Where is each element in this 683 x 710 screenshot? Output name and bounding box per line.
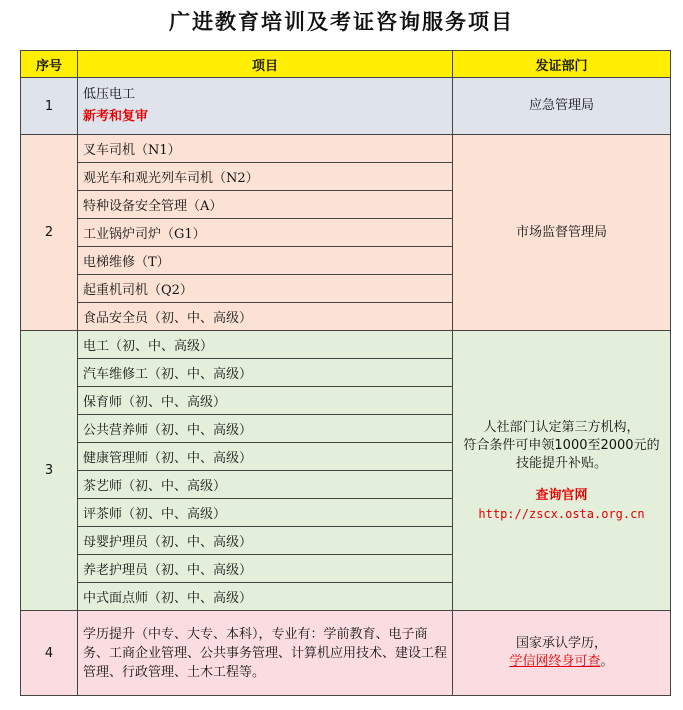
dept-cell: 市场监督管理局 bbox=[453, 135, 671, 331]
services-table bbox=[20, 50, 671, 696]
query-url-link[interactable]: http://zscx.osta.org.cn bbox=[478, 506, 645, 521]
item-cell: 公共营养师（初、中、高级） bbox=[78, 415, 453, 443]
item-cell: 汽车维修工（初、中、高级） bbox=[78, 359, 453, 387]
table-row bbox=[21, 331, 671, 359]
item-cell: 学历提升（中专、大专、本科），专业有：学前教育、电子商务、工商企业管理、公共事务管理、计算机应用技术、建设工程管理、行政管理、土木工程等。 bbox=[78, 611, 453, 696]
seq-cell: 4 bbox=[21, 611, 78, 696]
dept-line: 人社部门认定第三方机构， bbox=[483, 419, 640, 435]
page-title: 广进教育培训及考证咨询服务项目 bbox=[169, 10, 514, 34]
dept-cell bbox=[453, 611, 671, 696]
item-cell bbox=[78, 78, 453, 135]
item-cell: 养老护理员（初、中、高级） bbox=[78, 555, 453, 583]
table-row bbox=[21, 611, 671, 696]
dept-line: 符合条件可申领1000至2000元的 bbox=[463, 437, 660, 453]
item-cell: 保育师（初、中、高级） bbox=[78, 387, 453, 415]
item-cell: 评茶师（初、中、高级） bbox=[78, 499, 453, 527]
seq-cell: 2 bbox=[21, 135, 78, 331]
seq-cell: 3 bbox=[21, 331, 78, 611]
item-cell: 茶艺师（初、中、高级） bbox=[78, 471, 453, 499]
dept-end: 。 bbox=[600, 654, 614, 669]
header-seq: 序号 bbox=[21, 51, 78, 78]
dept-line: 技能提升补贴。 bbox=[515, 455, 607, 471]
table-row bbox=[21, 78, 671, 135]
item-cell: 起重机司机（Q2） bbox=[78, 275, 453, 303]
dept-cell bbox=[453, 331, 671, 611]
query-label: 查询官网 bbox=[535, 487, 588, 503]
item-cell: 食品安全员（初、中、高级） bbox=[78, 303, 453, 331]
dept-cell: 应急管理局 bbox=[453, 78, 671, 135]
item-cell: 母婴护理员（初、中、高级） bbox=[78, 527, 453, 555]
item-text: 低压电工 bbox=[83, 87, 136, 102]
xuexin-link[interactable]: 学信网终身可查 bbox=[509, 654, 601, 669]
item-cell: 观光车和观光列车司机（N2） bbox=[78, 163, 453, 191]
item-cell: 中式面点师（初、中、高级） bbox=[78, 583, 453, 611]
item-note: 新考和复审 bbox=[83, 109, 149, 124]
item-cell: 电梯维修（T） bbox=[78, 247, 453, 275]
item-cell: 健康管理师（初、中、高级） bbox=[78, 443, 453, 471]
seq-cell: 1 bbox=[21, 78, 78, 135]
table-row bbox=[21, 135, 671, 163]
item-cell: 电工（初、中、高级） bbox=[78, 331, 453, 359]
item-cell: 叉车司机（N1） bbox=[78, 135, 453, 163]
item-cell: 工业锅炉司炉（G1） bbox=[78, 219, 453, 247]
dept-line: 国家承认学历， bbox=[515, 636, 607, 651]
header-dept: 发证部门 bbox=[453, 51, 671, 78]
item-cell: 特种设备安全管理（A） bbox=[78, 191, 453, 219]
header-item: 项目 bbox=[78, 51, 453, 78]
header-row bbox=[21, 51, 671, 78]
